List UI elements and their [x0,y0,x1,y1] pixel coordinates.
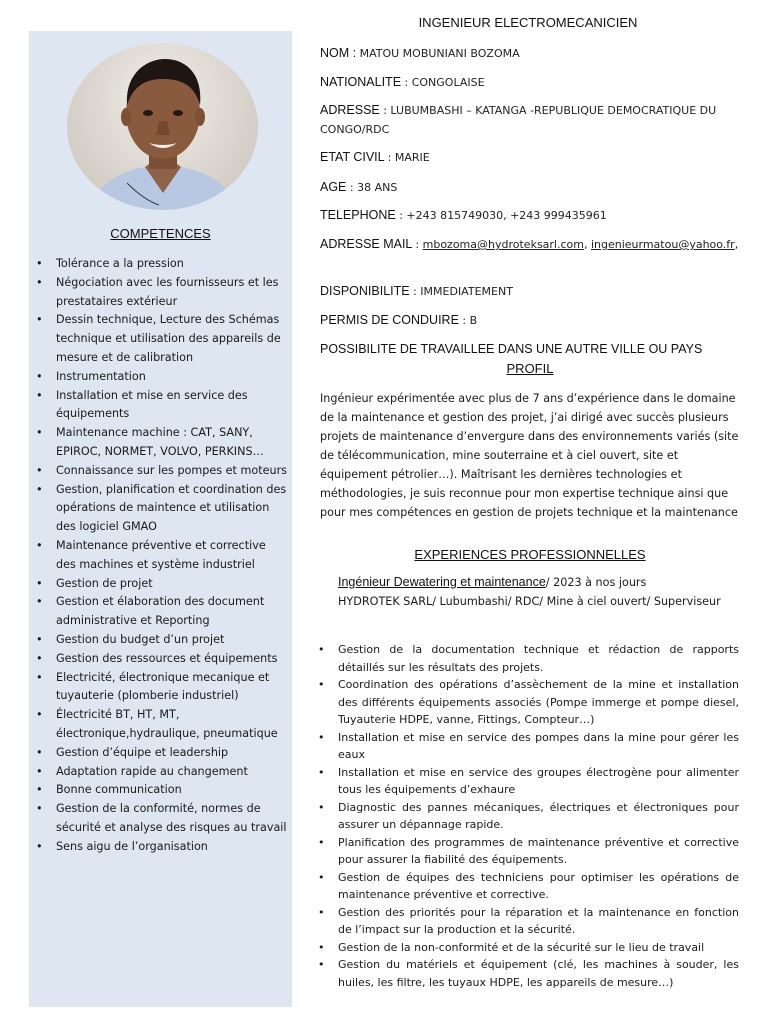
cv-title: INGENIEUR ELECTROMECANICIEN [418,15,638,30]
competence-item: • Dessin technique, Lecture des Schémas technique et utilisation des appareils de mesure et de calibration [36,311,288,367]
job-task-item: • Gestion du matériels et équipement (clé, les machines à souder, les huiles, les filtre, les tuyaux HDPE, les appareils de mesure…) [318,956,739,991]
job-entry [338,573,738,611]
job-task-item: • Gestion de la non-conformité et de la sécurité sur le lieu de travail [318,939,739,957]
field-adresse [320,101,745,139]
competences-title: COMPETENCES [110,226,211,241]
job-task-item: • Gestion de la documentation technique et rédaction de rapports détaillés sur les résultats des projets. [318,641,739,676]
competence-item: • Instrumentation [36,368,288,387]
competence-item: • Gestion et élaboration des document administrative et Reporting [36,593,288,631]
competence-item: • Installation et mise en service des équipements [36,387,288,425]
field-label: PERMIS DE CONDUIRE [320,313,459,327]
field-value: : 38 ANS [349,181,398,194]
job-task-item: • Gestion des priorités pour la réparation et la maintenance en fonction de l’impact sur la production et la sécurité. [318,904,739,939]
field-label: ADRESSE [320,103,380,117]
competence-item: • Connaissance sur les pompes et moteurs [36,462,288,481]
field-label: ETAT CIVIL [320,150,385,164]
competence-item: • Gestion des ressources et équipements [36,650,288,669]
person-portrait-icon [67,43,258,210]
field-permis [320,311,745,330]
competence-item: • Gestion de la conformité, normes de sécurité et analyse des risques au travail [36,800,288,838]
competence-item: • Bonne communication [36,781,288,800]
field-value: : CONGOLAISE [404,76,485,89]
competence-item: • Maintenance machine : CAT, SANY, EPIROC, NORMET, VOLVO, PERKINS… [36,424,288,462]
email-link[interactable]: mbozoma@hydroteksarl.com [422,238,584,251]
competences-list [36,255,288,857]
competence-item: • Adaptation rapide au changement [36,763,288,782]
field-separator: : [415,238,420,251]
field-label: NOM : [320,46,357,60]
field-etat-civil [320,148,745,167]
field-mobilite: POSSIBILITE DE TRAVAILLEE DANS UNE AUTRE VILLE OU PAYS [320,342,703,356]
field-value: : +243 815749030, +243 999435961 [399,209,607,222]
field-value: : IMMEDIATEMENT [413,285,513,298]
job-company: HYDROTEK SARL/ Lubumbashi/ RDC/ Mine à ciel ouvert/ Superviseur [338,595,721,608]
competence-item: • Gestion de projet [36,575,288,594]
competence-item: • Gestion d’équipe et leadership [36,744,288,763]
field-label: NATIONALITE [320,75,402,89]
profil-text: Ingénieur expérimentée avec plus de 7 ans d’expérience dans le domaine de la maintenance et gestion des projet, j’ai dirigé avec succès plusieurs projets de maintenance d’envergure dans des environnements variés (site de télécommunication, mine souterraine et à ciel ouvert, site et équipement pétrolier…). Maîtrisant les dernières technologies et méthodologies, je suis reconnue pour mon expertise technique ainsi que pour mes compétences en gestion de projets technique et la maintenance [320,392,739,519]
job-period: / 2023 à nos jours [545,576,647,589]
competence-item: • Sens aigu de l’organisation [36,838,288,857]
field-disponibilite [320,282,745,301]
competence-item: • Gestion, planification et coordination des opérations de maintence et utilisation des logiciel GMAO [36,481,288,537]
field-label: DISPONIBILITE [320,284,410,298]
job-tasks-list [318,641,739,991]
experiences-title: EXPERIENCES PROFESSIONNELLES [414,547,646,562]
field-value: MATOU MOBUNIANI BOZOMA [359,47,520,60]
field-value: : MARIE [387,151,430,164]
job-task-item: • Gestion de équipes des techniciens pour optimiser les opérations de maintenance préventive et corrective. [318,869,739,904]
job-task-item: • Coordination des opérations d’assèchement de la mine et installation des différents équipements associés (Pompe immerge et pompe diesel, Tuyauterie HDPE, vanne, Fittings, Compteur…) [318,676,739,729]
field-label: ADRESSE MAIL [320,237,412,251]
job-task-item: • Diagnostic des pannes mécaniques, électriques et électroniques pour assurer un dépannage rapide. [318,799,739,834]
field-value: : B [462,314,478,327]
job-title: Ingénieur Dewatering et maintenance [338,575,546,589]
email-link[interactable]: ingenieurmatou@yahoo.fr [590,238,735,251]
profil-title: PROFIL [506,361,554,376]
profile-photo [67,43,258,210]
job-task-item: • Planification des programmes de maintenance préventive et corrective pour assurer la fiabilité des équipements. [318,834,739,869]
competence-item: • Electricité, électronique mecanique et tuyauterie (plomberie industriel) [36,669,288,707]
field-label: AGE [320,180,347,194]
competence-item: • Tolérance a la pression [36,255,288,274]
competence-item: • Gestion du budget d’un projet [36,631,288,650]
competence-item: • Négociation avec les fournisseurs et les prestataires extérieur [36,274,288,312]
competence-item: • Maintenance préventive et corrective des machines et système industriel [36,537,288,575]
field-value: : LUBUMBASHI – KATANGA -REPUBLIQUE DEMOCRATIQUE DU CONGO/RDC [320,104,717,136]
field-nationalite [320,73,745,92]
field-adresse-mail: ADRESSE MAIL : mbozoma@hydroteksarl.com, ingenieurmatou@yahoo.fr, [320,237,739,251]
field-telephone [320,206,745,225]
job-task-item: • Installation et mise en service des pompes dans la mine pour gérer les eaux [318,729,739,764]
field-label: TELEPHONE [320,208,396,222]
job-task-item: • Installation et mise en service des groupes électrogène pour alimenter tous les équipements d’exhaure [318,764,739,799]
field-age [320,178,745,197]
competence-item: • Électricité BT, HT, MT, électronique,hydraulique, pneumatique [36,706,288,744]
field-nom [320,44,745,63]
